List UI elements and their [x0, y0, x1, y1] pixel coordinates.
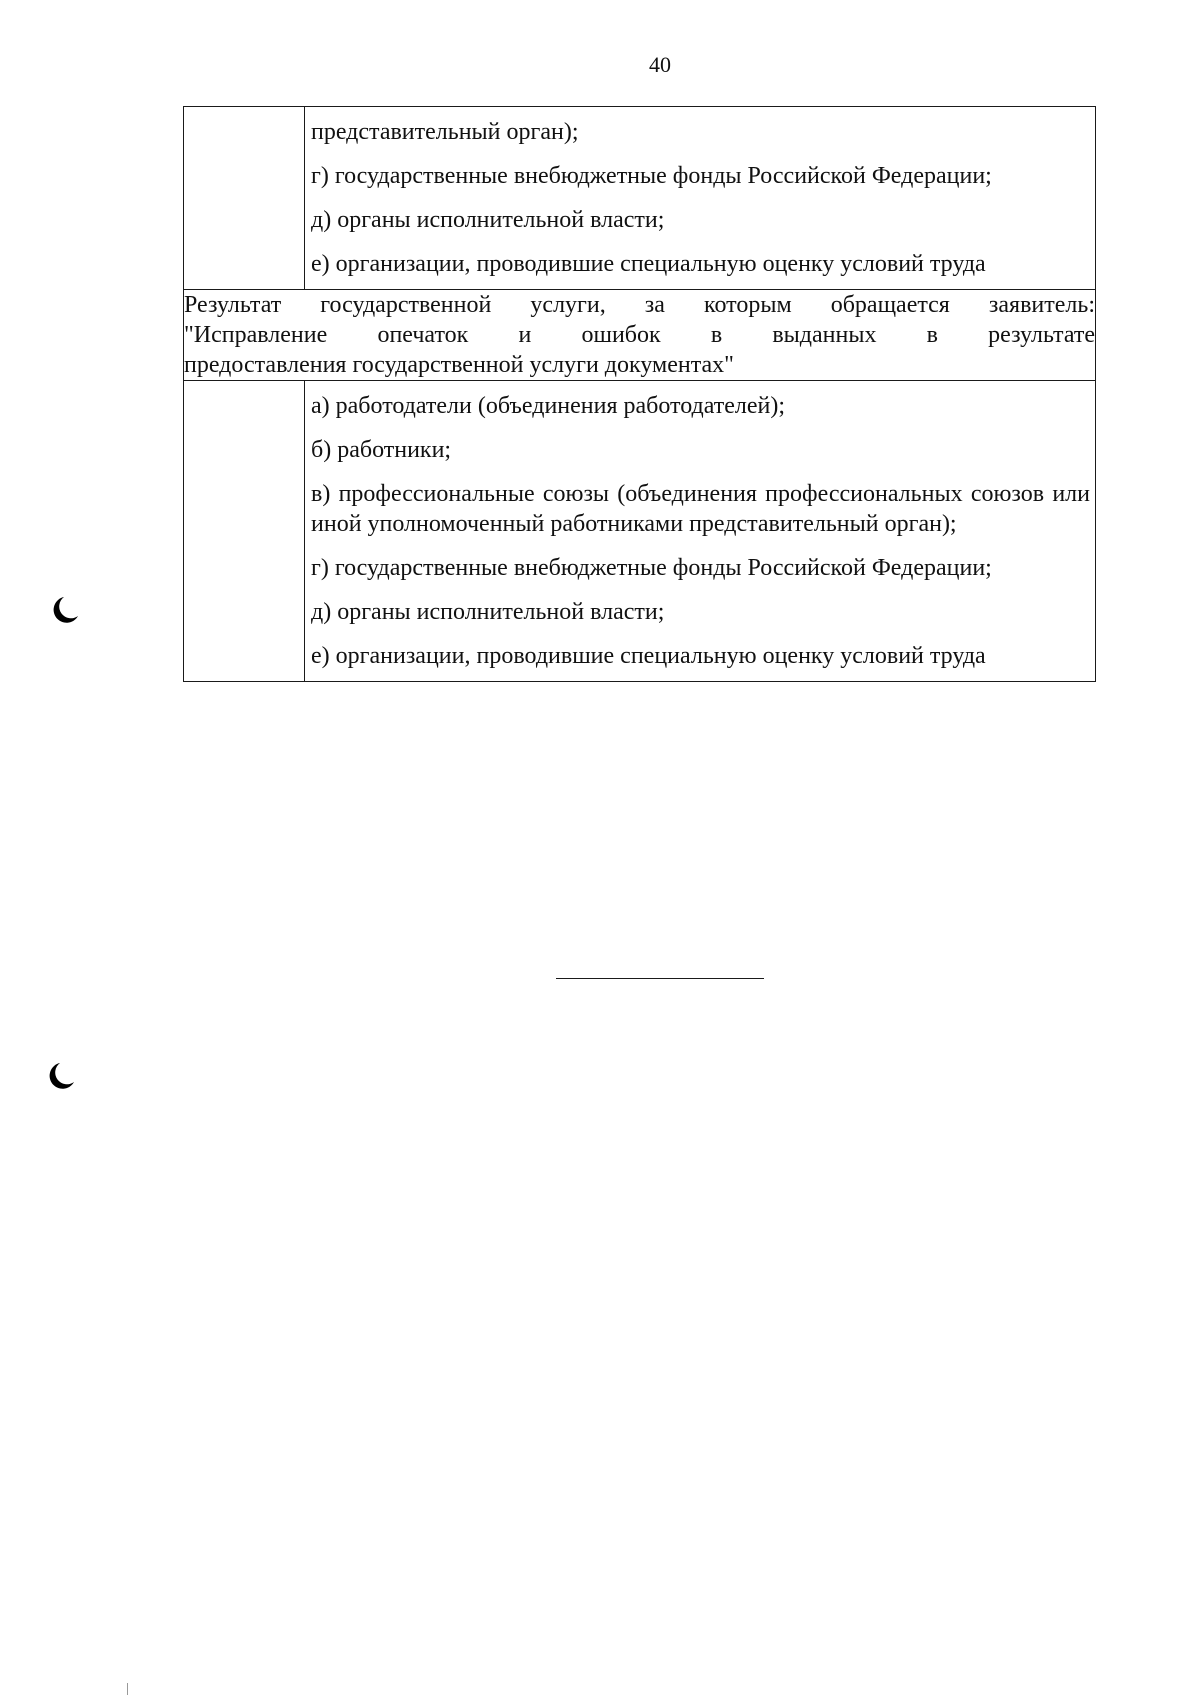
list-item: г) государственные внебюджетные фонды Российской Федерации; [311, 555, 992, 581]
list-item: г) государственные внебюджетные фонды Российской Федерации; [311, 163, 992, 189]
list-item: в) профессиональные союзы (объединения профессиональных союзов или иной уполномоченный работниками представительный орган); [311, 481, 1090, 537]
list-item: е) организации, проводившие специальную оценку условий труда [311, 643, 986, 669]
applicant-list-cell [305, 107, 1096, 290]
punch-hole-mark [50, 595, 80, 625]
list-item: д) органы исполнительной власти; [311, 599, 665, 625]
list-item: д) органы исполнительной власти; [311, 207, 665, 233]
page-number: 40 [649, 52, 671, 77]
end-of-document-rule [556, 978, 764, 979]
punch-hole-mark [46, 1061, 76, 1091]
service-result-heading [184, 290, 1096, 381]
result-line: "Исправление опечаток и ошибок в выданных в результате [184, 322, 1095, 348]
empty-cell [184, 107, 305, 290]
table-row [184, 381, 1096, 682]
empty-cell [184, 381, 305, 682]
result-line: Результат государственной услуги, за которым обращается заявитель: [184, 292, 1095, 318]
list-item: б) работники; [311, 437, 452, 463]
table-row [184, 107, 1096, 290]
list-item: представительный орган); [311, 119, 579, 145]
list-item: а) работодатели (объединения работодателей); [311, 393, 786, 419]
applicants-table [183, 106, 1096, 682]
table-row [184, 290, 1096, 381]
result-line: предоставления государственной услуги документах" [184, 352, 734, 378]
applicant-list-cell [305, 381, 1096, 682]
list-item: е) организации, проводившие специальную оценку условий труда [311, 251, 986, 277]
scan-artifact [127, 1683, 128, 1695]
